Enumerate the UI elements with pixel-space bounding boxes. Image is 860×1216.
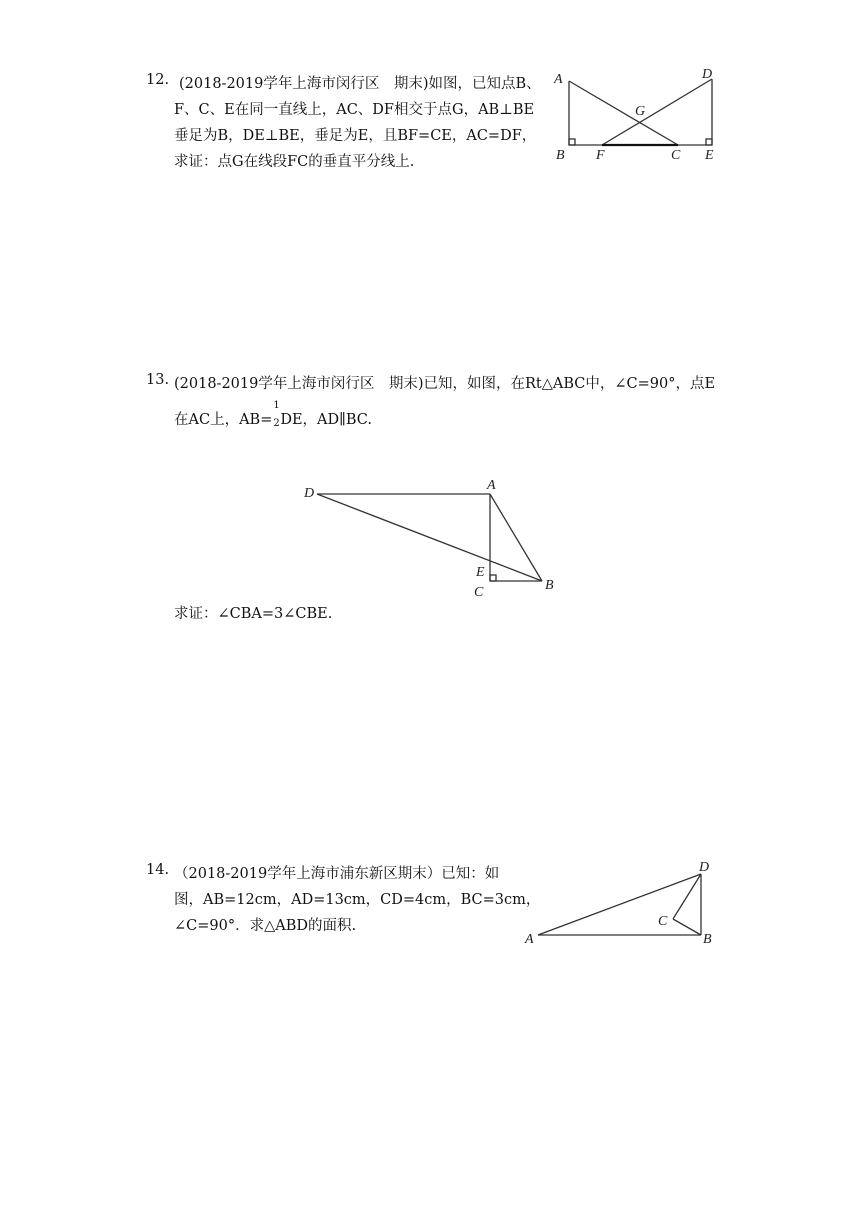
- problem-text-line: 垂足为B，DE⊥BE，垂足为E，且BF=CE，AC=DF，: [174, 128, 537, 144]
- figure-14: [520, 855, 720, 955]
- fraction-denominator: 2: [273, 418, 280, 429]
- label-A: A: [487, 478, 496, 493]
- fraction-numerator: 1: [273, 400, 280, 411]
- problem-source: （2018-2019学年上海市浦东新区期末）: [174, 866, 442, 882]
- problem-text-line: 如图，已知点B、: [428, 76, 541, 92]
- problem-number: 14.: [146, 862, 170, 878]
- label-B: B: [545, 578, 554, 593]
- label-E: E: [705, 148, 714, 163]
- label-A: A: [554, 72, 563, 87]
- problem-text-line: 求证：点G在线段FC的垂直平分线上.: [174, 154, 415, 170]
- label-D: D: [304, 486, 315, 501]
- figure-13: [300, 475, 570, 600]
- problem-text-line: 在AC上，AB=: [174, 412, 273, 428]
- label-G: G: [635, 104, 646, 119]
- problem-text-line: 已知，如图，在Rt△ABC中，∠C=90°，点E: [423, 376, 716, 392]
- problem-text-line: 图，AB=12cm，AD=13cm，CD=4cm，BC=3cm，: [174, 892, 541, 908]
- problem-text-line: ∠C=90°．求△ABD的面积.: [174, 918, 357, 934]
- label-C: C: [658, 914, 668, 929]
- label-A: A: [525, 932, 534, 947]
- figure-12: [550, 60, 730, 170]
- label-C: C: [474, 585, 484, 600]
- label-F: F: [596, 148, 605, 163]
- label-B: B: [556, 148, 565, 163]
- problem-text-line: 已知：如: [441, 866, 500, 882]
- label-D: D: [699, 860, 710, 875]
- problem-number: 13.: [146, 372, 170, 388]
- problem-text-line: DE，AD∥BC.: [280, 412, 372, 428]
- label-B: B: [703, 932, 712, 947]
- label-E: E: [476, 565, 485, 580]
- problem-text-line: F、C、E在同一直线上，AC、DF相交于点G，AB⊥BE: [174, 102, 535, 118]
- label-D: D: [702, 67, 713, 82]
- prove-statement: 求证：∠CBA=3∠CBE.: [174, 606, 333, 622]
- fraction-one-half: [272, 400, 280, 429]
- problem-source: (2018-2019学年上海市闵行区 期末): [174, 376, 424, 392]
- problem-source: (2018-2019学年上海市闵行区 期末): [179, 76, 429, 92]
- problem-number: 12.: [146, 72, 170, 88]
- label-C: C: [671, 148, 681, 163]
